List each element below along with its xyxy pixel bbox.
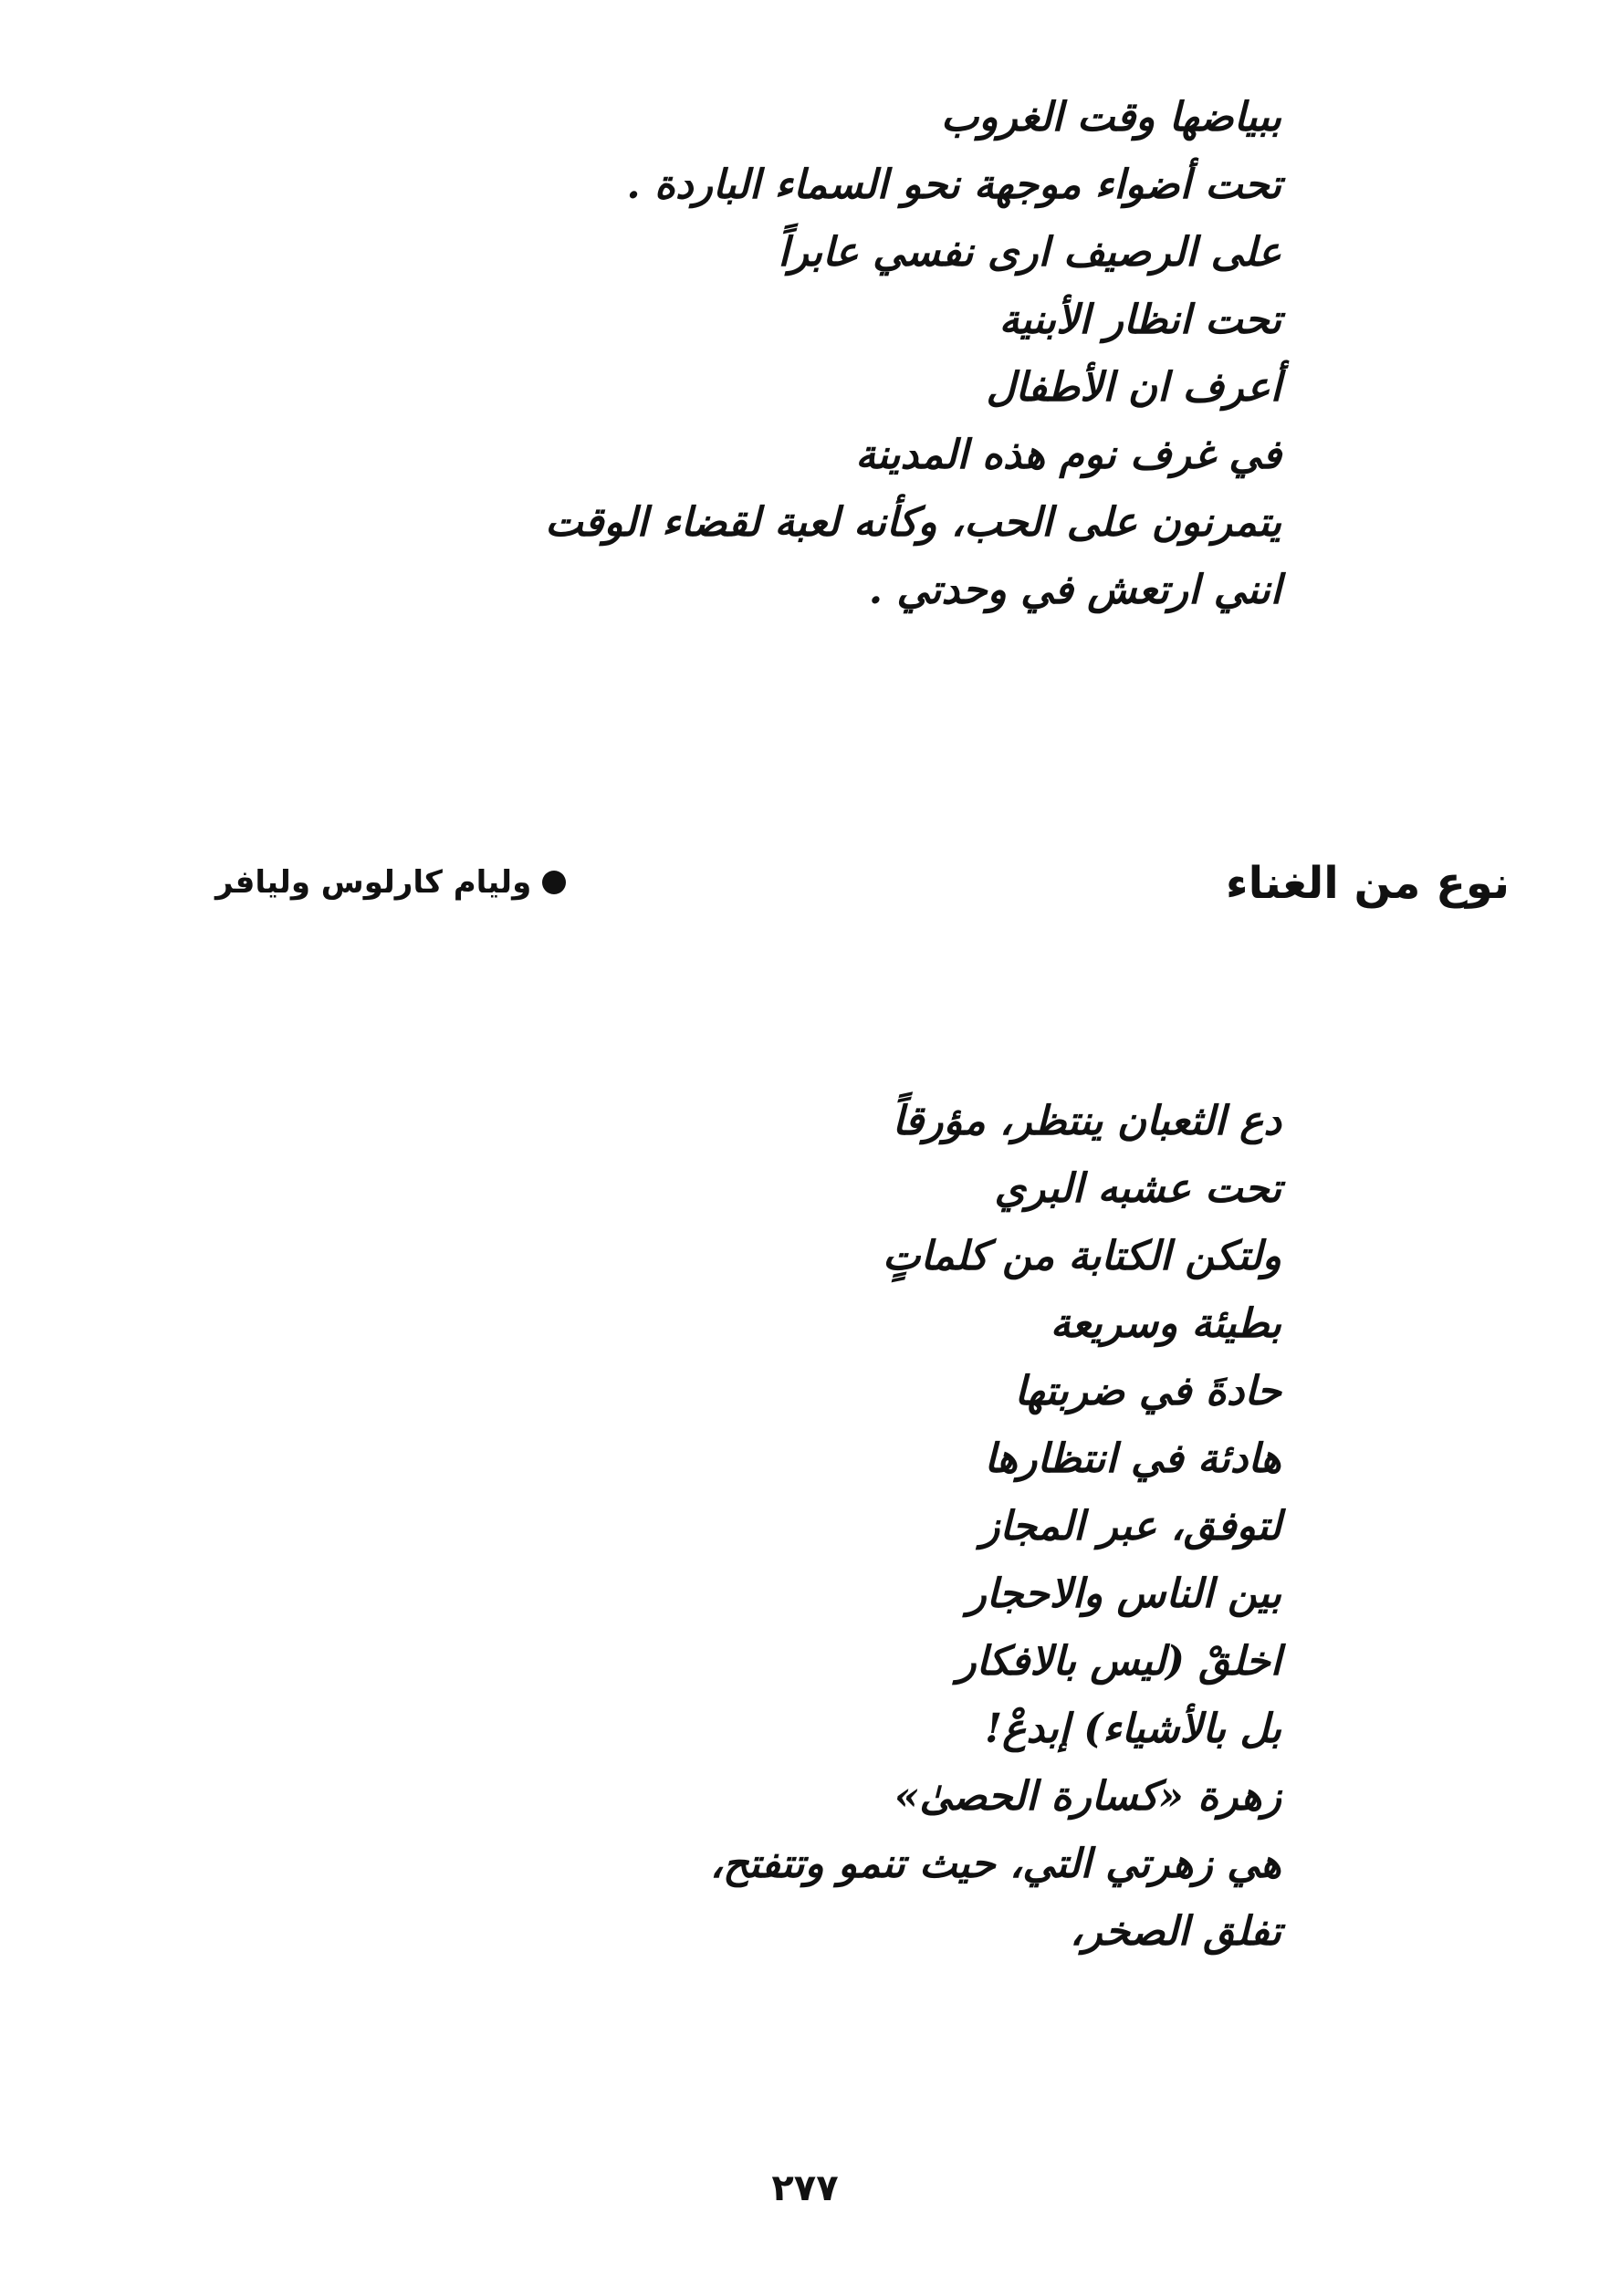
page-number: ٢٧٧ — [771, 2167, 839, 2209]
poem-line: في غرف نوم هذه المدينة — [855, 432, 1281, 478]
poet-name: وليام كارلوس وليافر — [215, 864, 532, 901]
poem-line: تحت انظار الأبنية — [998, 297, 1281, 343]
poem-line: اخلقْ (ليس بالافكار — [957, 1638, 1281, 1685]
poem-line: دع الثعبان ينتظر، مؤرقاً — [892, 1098, 1281, 1144]
poem-title: نوع من الغناء — [1226, 858, 1510, 909]
poem-line: بل بالأشياء) إبدعْ! — [984, 1706, 1281, 1752]
poem-line: على الرصيف ارى نفسي عابراً — [778, 229, 1281, 276]
poem-line: أعرف ان الأطفال — [986, 364, 1281, 411]
poem-line: لتوفق، عبر المجاز — [980, 1503, 1281, 1550]
bullet-icon — [542, 871, 566, 894]
poem-line: تحت أضواء موجهة نحو السماء الباردة . — [626, 162, 1281, 208]
poet-byline — [215, 851, 566, 914]
poem-line: هادئة في انتظارها — [984, 1435, 1281, 1482]
poem-line: تفلق الصخر، — [1070, 1908, 1281, 1955]
poem-line: زهرة «كسارة الحصىٰ» — [894, 1773, 1281, 1820]
poem-line: حادةَ في ضربتها — [1014, 1368, 1281, 1414]
poem-line: ولتكن الكتابة من كلماتٍ — [883, 1233, 1281, 1279]
poem-line: هي زهرتي التي، حيث تنمو وتتفتح، — [709, 1841, 1281, 1887]
poem-line: يتمرنون على الحب، وكأنه لعبة لقضاء الوقت — [545, 499, 1281, 546]
poem-stanza-previous — [545, 84, 1281, 624]
poem-line: بطيئة وسريعة — [1050, 1300, 1281, 1347]
poem-stanza — [710, 1088, 1281, 1966]
poem-line: بين الناس والاحجار — [967, 1571, 1281, 1617]
poem-line: انني ارتعش في وحدتي . — [868, 567, 1281, 613]
poem-line: تحت عشبه البري — [994, 1165, 1281, 1212]
poem-line: ببياضها وقت الغروب — [940, 94, 1281, 141]
